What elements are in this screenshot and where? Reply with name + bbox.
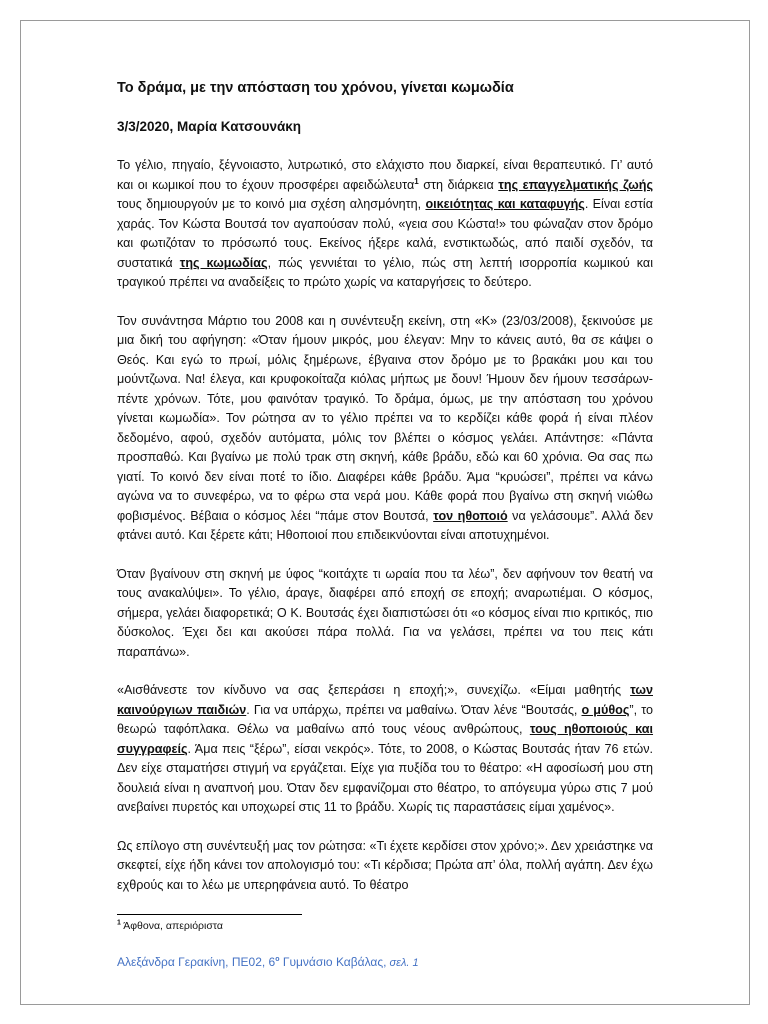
footnote [117,920,223,932]
underlined-phrase: της επαγγελματικής ζωής [498,177,653,192]
footnote-number: 1 [117,919,121,927]
paragraph-3: Όταν βγαίνουν στη σκηνή με ύφος “κοιτάχτε τι ωραία που τα λέω”, δεν αφήνουν τον θεατή να τους ανακαλύψει». Το γέλιο, άραγε, διαφέρει από εποχή σε εποχή; αναρωτιέμαι. Ο κόσμος, σήμερα, γελάει διαφορετικά; Ο Κ. Βουτσάς έχει διαπιστώσει ότι «ο κόσμος είναι πιο κριτικός, πιο δύσκολος. Έχει δει και ακούσει πάρα πολλά. Για να γελάσει, πρέπει να του πεις κάτι παραπάνω». [117,566,653,659]
paragraph-2: Τον συνάντησα Μάρτιο του 2008 και η συνέντευξη εκείνη, στη «Κ» (23/03/2008), ξεκινούσε με μια δική του αφήγηση: «Όταν ήμουν μικρός, μου έλεγαν: Μην το κάνεις αυτό, θα σε κάψει ο Θεός. Και εγώ το πρωί, μόλις ξημέρωνε, έβγαινα στον δρόμο με το βρακάκι μου και του μούντζωνα. Να! έλεγα, και κρυφοκοίταζα κιόλας μήπως με δουν! Ήμουν δεν ήμουν τεσσάρων-πέντε χρόνων. Τότε, μου φαινόταν τραγικό. Το δράμα, όμως, με την απόσταση του χρόνου γίνεται κωμωδία». Τον ρώτησα αν το γέλιο πρέπει να το κερδίζει κάθε φορά ή είναι πλέον δεδομένο, αφού, σχεδόν αυτόματα, μόλις τον βλέπει ο κόσμος γελάει. Απάντησε: «Πάντα προσπαθώ. Και βγαίνω με πολύ τρακ στη σκηνή, κάθε βράδυ, εδώ και 60 χρόνια. Θα σας πω γιατί. Το κοινό δεν είναι ποτέ το ίδιο. Διαφέρει κάθε βράδυ. Άμα “κρυώσει”, πρέπει να κάνω αγώνα να το συνεφέρω, να το φέρω στα νερά μου. Κάθε φορά που βγαίνω στη σκηνή νιώθω φοβισμένος. Βέβαια ο κόσμος λέει “πάμε στον Βουτσά, τον ηθοποιό να γελάσουμε”. Αλλά δεν φτάνει αυτό. Και ξέρετε κάτι; Ηθοποιοί που επιδεικνύονται είναι αποτυχημένοι. [117,313,654,542]
underlined-phrase: της κωμωδίας [179,255,268,270]
underlined-phrase: τους ηθοποιούς και συγγραφείς [117,722,654,756]
page-footer: Αλεξάνδρα Γερακίνη, ΠΕ02, $6^o$ Γυμνάσιο Καβάλας, σελ. 1 [117,955,419,969]
article-date-author: 3/3/2020, Μαρία Κατσουνάκη [117,119,302,134]
paragraph-5: Ως επίλογο στη συνέντευξή μας τον ρώτησα: «Τι έχετε κερδίσει στον χρόνο;». Δεν χρειάστηκε να σκεφτεί, είχε ήδη κάνει τον απολογισμό του: «Τι κέρδισα; Πρώτα απ’ όλα, πολλή αγάπη. Δεν έχω εχθρούς και το λέω με υπερηφάνεια αυτό. Το θέατρο [117,838,653,892]
footer-author-school: Αλεξάνδρα Γερακίνη, ΠΕ02, 6 [117,955,276,969]
footnote-separator [117,914,302,915]
underlined-phrase: οικειότητας και καταφυγής [425,197,585,211]
footnote-ref[interactable]: 1 [414,176,419,186]
paragraph-4: «Αισθάνεστε τον κίνδυνο να σας ξεπεράσει η εποχή;», συνεχίζω. «Είμαι μαθητής των καινούργιων παιδιών. Για να υπάρχω, πρέπει να μαθαίνω. Όταν λένε “Βουτσάς, ο μύθος”, το θεωρώ ταφόπλακα. Θέλω να μαθαίνω από τους νέους ανθρώπους, τους ηθοποιούς και συγγραφείς. Άμα πεις “ξέρω”, είσαι νεκρός». Τότε, το 2008, ο Κώστας Βουτσάς ήταν 76 ετών. Δεν είχε σταματήσει στιγμή να εργάζεται. Είχε για πυξίδα του το θέατρο: «Η αφοσίωσή μου στη δουλειά είναι η αναπνοή μου. Όταν δεν εμφανίζομαι στο θέατρο, το απόγευμα γύρω στις 7 μού ανεβαίνει πυρετός και υποχωρεί στις 11 το βράδυ. Χωρίς τις παραστάσεις είμαι χαμένος». [117,683,654,814]
underlined-phrase: των καινούργιων παιδιών [117,683,653,717]
document-body [117,78,653,914]
paragraph-1: Το γέλιο, πηγαίο, ξέγνοιαστο, λυτρωτικό, στο ελάχιστο που διαρκεί, είναι θεραπευτικό. Γι’ αυτό και οι κωμικοί που το έχουν προσφέρει αφειδώλευτα$^1$ στη διάρκεια της επαγγελματικής ζωής τους δημιουργούν με το κοινό μια σχέση αλησμόνητη, οικειότητας και καταφυγής. Είναι εστία χαράς. Τον Κώστα Βουτσά τον αγαπούσαν πολύ, «γεια σου Κώστα!» του φώναζαν στον δρόμο και φωτιζόταν το πρόσωπό τους. Εκείνος ήξερε καλά, ενστικτωδώς, από παιδί σχεδόν, τα συστατικά της κωμωδίας, πώς γεννιέται το γέλιο, πώς στη λεπτή ισορροπία κωμικού και τραγικού πρέπει να αναδείξεις το πρώτο χωρίς να καταργήσεις το δεύτερο. [117,158,654,289]
page-number: σελ. 1 [386,957,419,969]
footnote-text: Άφθονα, απεριόριστα [120,920,223,932]
article-title: Το δράμα, με την απόσταση του χρόνου, γίνεται κωμωδία [117,80,514,96]
underlined-phrase: ο μύθος [581,702,630,717]
underlined-phrase: τον ηθοποιό [433,508,508,523]
